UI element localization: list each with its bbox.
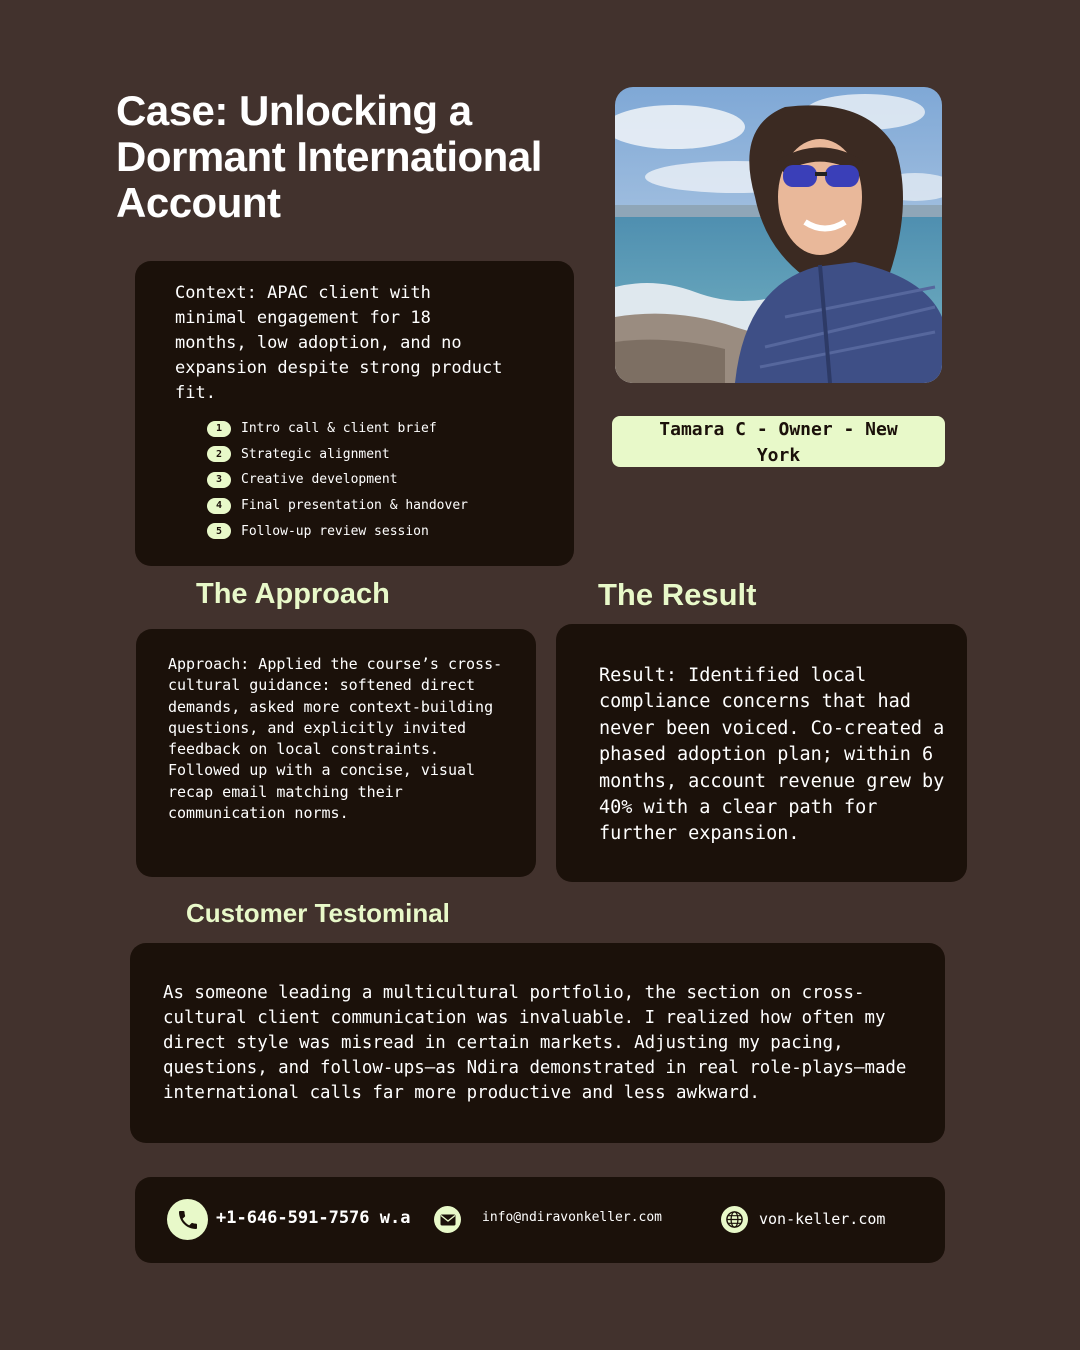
- phone-icon[interactable]: [167, 1199, 208, 1240]
- context-text: Context: APAC client with minimal engagement for 18 months, low adoption, and no expansion despite strong product fit.: [175, 283, 503, 403]
- mail-icon[interactable]: [434, 1206, 461, 1233]
- step-label: Final presentation & handover: [241, 498, 468, 514]
- step-number-badge: 2: [207, 446, 231, 462]
- step-label: Creative development: [241, 472, 398, 488]
- process-step: [207, 416, 544, 442]
- process-step: [207, 518, 544, 544]
- profile-photo-illustration: [615, 87, 942, 383]
- process-step: [207, 493, 544, 519]
- approach-card: [136, 629, 536, 877]
- result-heading: The Result: [598, 577, 757, 612]
- process-step: [207, 442, 544, 468]
- step-label: Follow-up review session: [241, 523, 429, 539]
- process-step: [207, 467, 544, 493]
- email-address[interactable]: info@ndiravonkeller.com: [482, 1210, 663, 1225]
- result-text: Result: Identified local compliance concerns that had never been voiced. Co-created a phased adoption plan; within 6 months, account revenue grew by 40% with a clear path for further expansion.: [599, 665, 945, 845]
- result-card: [556, 624, 967, 882]
- page-title: Case: Unlocking a Dormant International Account: [116, 87, 542, 226]
- contact-bar: [135, 1177, 945, 1263]
- testimonial-heading: Customer Testominal: [186, 898, 450, 928]
- approach-heading: The Approach: [196, 578, 390, 610]
- testimonial-text: As someone leading a multicultural portfolio, the section on cross-cultural client communication was invaluable. I realized how often my direct style was misread in certain markets. Adjusting my pacing, questions, and follow-ups—as Ndira demonstrated in real role-plays—made international calls far more productive and less awkward.: [163, 983, 907, 1103]
- step-number-badge: 1: [207, 421, 231, 437]
- profile-photo: [615, 87, 942, 383]
- client-name-tag: Tamara C - Owner - New York: [612, 416, 945, 467]
- testimonial-card: [130, 943, 945, 1143]
- globe-icon[interactable]: [721, 1206, 748, 1233]
- step-number-badge: 3: [207, 472, 231, 488]
- step-label: Intro call & client brief: [241, 421, 437, 437]
- approach-text: Approach: Applied the course’s cross-cultural guidance: softened direct demands, asked more context-building questions, and explicitly invited feedback on local constraints. Followed up with a concise, visual recap email matching their communication norms.: [168, 655, 503, 823]
- step-label: Strategic alignment: [241, 446, 390, 462]
- context-card: [135, 261, 574, 566]
- phone-number[interactable]: +1-646-591-7576 w.a: [216, 1208, 411, 1228]
- step-number-badge: 4: [207, 498, 231, 514]
- website-link[interactable]: von-keller.com: [759, 1210, 886, 1228]
- step-number-badge: 5: [207, 523, 231, 539]
- process-steps-list: [207, 416, 544, 544]
